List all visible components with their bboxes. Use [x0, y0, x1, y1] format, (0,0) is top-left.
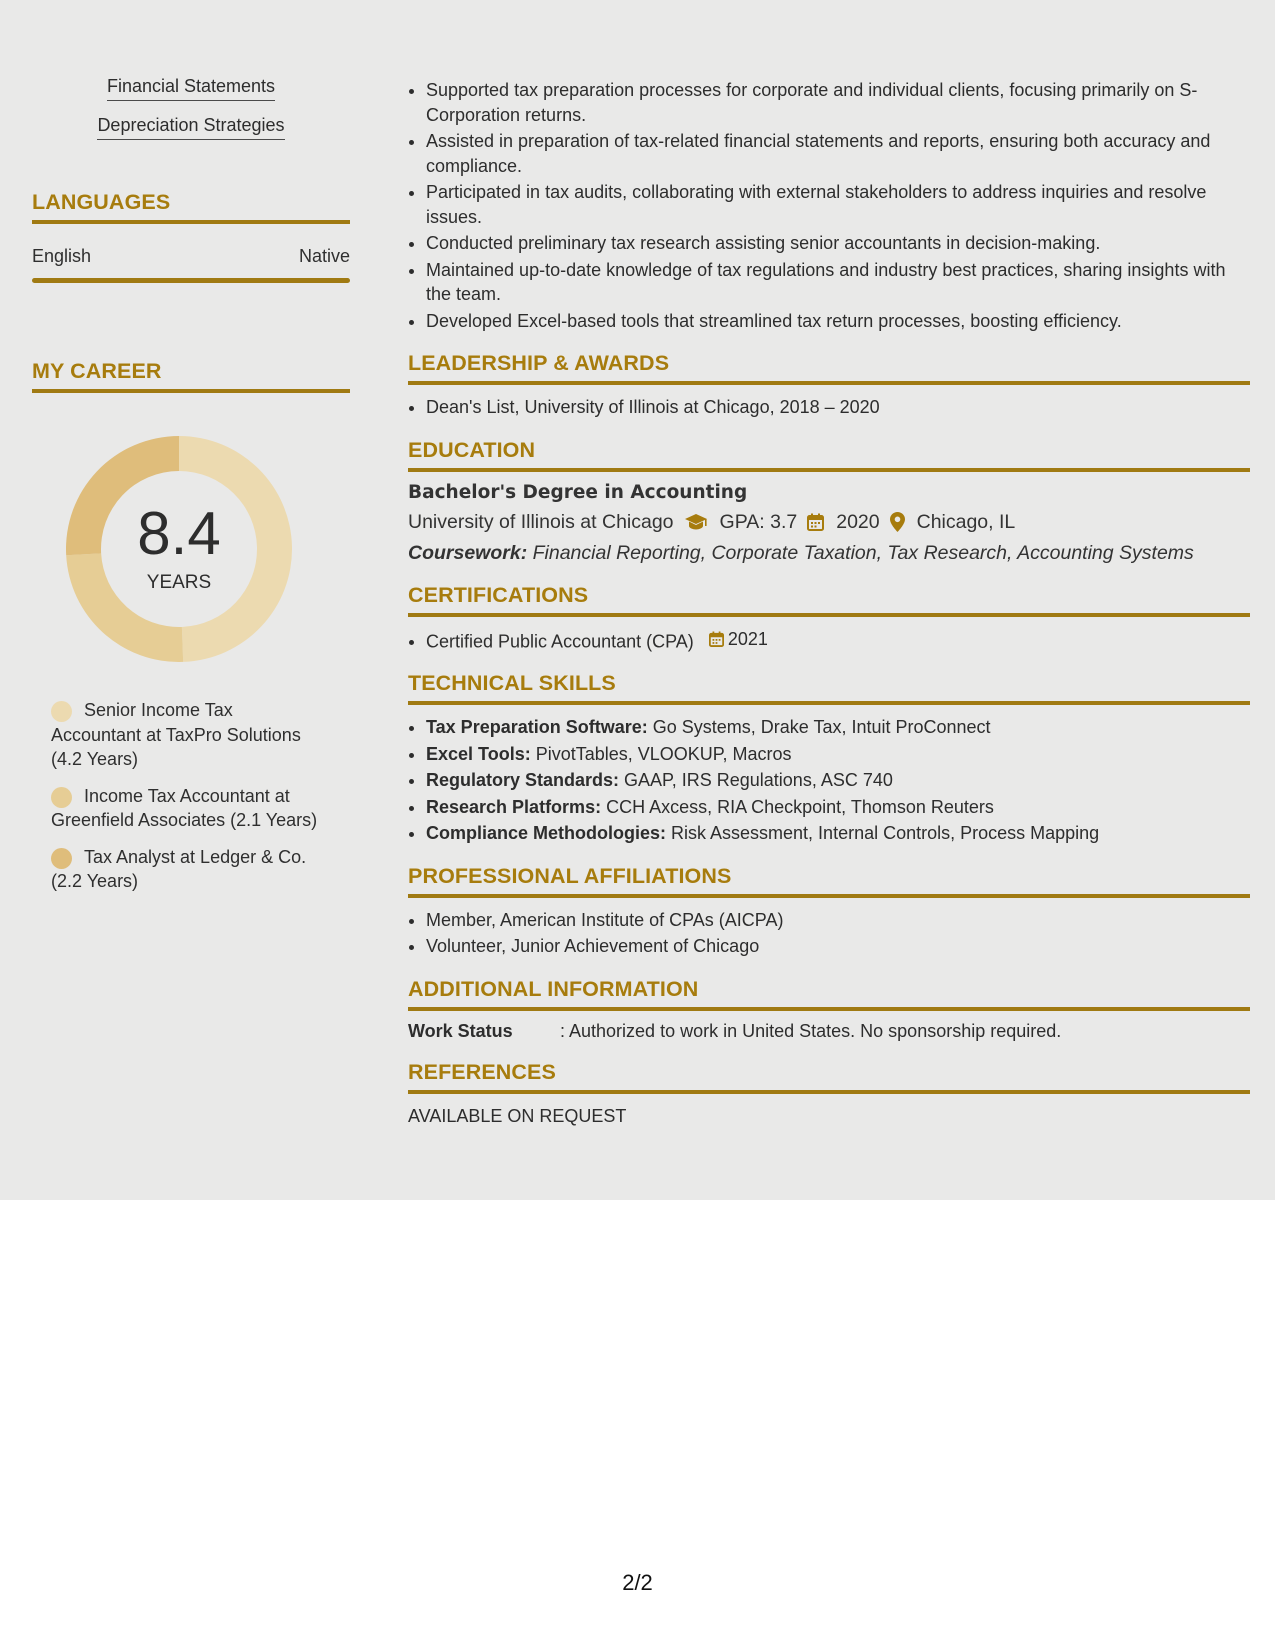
language-name: English — [32, 246, 92, 266]
education-details — [408, 511, 1250, 534]
gpa: GPA: 3.7 — [719, 510, 798, 533]
experience-bullets — [408, 78, 1250, 333]
calendar-icon — [807, 513, 824, 531]
language-row — [32, 246, 350, 267]
career-unit: YEARS — [146, 572, 212, 593]
career-section — [32, 359, 350, 894]
list-item: • Participated in tax audits, collaborating with external stakeholders to address inquiries and resolve issues. — [426, 180, 1250, 229]
section-heading: REFERENCES — [408, 1060, 1250, 1094]
graduation-cap-icon — [684, 513, 708, 531]
coursework-label: Coursework: — [408, 541, 528, 564]
donut-center — [66, 436, 292, 662]
list-item: • Excel Tools: PivotTables, VLOOKUP, Macros — [426, 742, 1250, 767]
list-item: • Tax Preparation Software: Go Systems, Drake Tax, Intuit ProConnect — [426, 715, 1250, 740]
language-level-bar — [32, 278, 350, 283]
coursework-list: Financial Reporting, Corporate Taxation, Tax Research, Accounting Systems — [527, 541, 1194, 564]
list-item: • Volunteer, Junior Achievement of Chicago — [426, 934, 1250, 959]
section-heading: LEADERSHIP & AWARDS — [408, 351, 1250, 385]
leadership-list — [408, 395, 1250, 420]
graduation-year: 2020 — [836, 510, 880, 533]
languages-section — [32, 190, 350, 283]
list-item: • Research Platforms: CCH Axcess, RIA Checkpoint, Thomson Reuters — [426, 795, 1250, 820]
career-total-years: 8.4 — [137, 500, 221, 567]
location: Chicago, IL — [916, 510, 1016, 533]
school-name: University of Illinois at Chicago — [408, 510, 674, 533]
section-heading: PROFESSIONAL AFFILIATIONS — [408, 864, 1250, 898]
technical-skills-section — [408, 671, 1250, 846]
section-heading: MY CAREER — [32, 359, 350, 393]
skill-tag: Depreciation Strategies — [32, 115, 350, 140]
legend-dot — [51, 787, 72, 808]
certifications-section — [408, 583, 1250, 654]
skill-tag: Financial Statements — [32, 76, 350, 101]
right-column — [408, 78, 1250, 1127]
work-status — [408, 1021, 1250, 1042]
list-item — [426, 627, 1250, 654]
additional-info-section — [408, 977, 1250, 1042]
coursework — [408, 542, 1250, 565]
calendar-icon — [709, 631, 724, 647]
career-donut-chart — [66, 436, 292, 662]
degree-title: Bachelor's Degree in Accounting — [408, 481, 748, 503]
list-item: • Supported tax preparation processes for corporate and individual clients, focusing primarily on S-Corporation returns. — [426, 78, 1250, 127]
references-section — [408, 1060, 1250, 1127]
list-item: • Dean's List, University of Illinois at Chicago, 2018 – 2020 — [426, 395, 1250, 420]
legend-item: Tax Analyst at Ledger & Co. (2.2 Years) — [51, 846, 307, 891]
section-heading: EDUCATION — [408, 438, 1250, 472]
page-number: 2/2 — [622, 1570, 653, 1595]
section-heading: ADDITIONAL INFORMATION — [408, 977, 1250, 1011]
section-heading: TECHNICAL SKILLS — [408, 671, 1250, 705]
work-status-label: Work Status — [408, 1020, 513, 1041]
legend-item: Senior Income Tax Accountant at TaxPro Solutions (4.2 Years) — [51, 700, 301, 769]
legend-item: Income Tax Accountant at Greenfield Associates (2.1 Years) — [51, 785, 318, 830]
certification-date: 2021 — [709, 627, 768, 652]
certification-name: Certified Public Accountant (CPA) — [426, 630, 694, 651]
list-item: • Conducted preliminary tax research assisting senior accountants in decision-making. — [426, 231, 1250, 256]
technical-skills-list — [408, 715, 1250, 846]
list-item: • Maintained up-to-date knowledge of tax regulations and industry best practices, sharing insights with the team. — [426, 258, 1250, 307]
location-pin-icon — [890, 512, 905, 532]
education-section — [408, 438, 1250, 565]
section-heading: LANGUAGES — [32, 190, 350, 224]
left-column — [32, 76, 350, 906]
affiliations-list — [408, 908, 1250, 959]
legend-dot — [51, 848, 72, 869]
work-status-value: : Authorized to work in United States. No sponsorship required. — [560, 1020, 1062, 1041]
list-item: • Regulatory Standards: GAAP, IRS Regulations, ASC 740 — [426, 768, 1250, 793]
affiliations-section — [408, 864, 1250, 959]
career-legend — [32, 698, 326, 894]
certifications-list — [408, 627, 1250, 654]
legend-dot — [51, 701, 72, 722]
list-item: • Compliance Methodologies: Risk Assessment, Internal Controls, Process Mapping — [426, 821, 1250, 846]
list-item: • Developed Excel-based tools that streamlined tax return processes, boosting efficiency. — [426, 309, 1250, 334]
list-item: • Member, American Institute of CPAs (AICPA) — [426, 908, 1250, 933]
leadership-section — [408, 351, 1250, 420]
language-level: Native — [298, 246, 350, 266]
references-text: AVAILABLE ON REQUEST — [408, 1105, 627, 1126]
section-heading: CERTIFICATIONS — [408, 583, 1250, 617]
list-item: • Assisted in preparation of tax-related financial statements and reports, ensuring both accuracy and compliance. — [426, 129, 1250, 178]
